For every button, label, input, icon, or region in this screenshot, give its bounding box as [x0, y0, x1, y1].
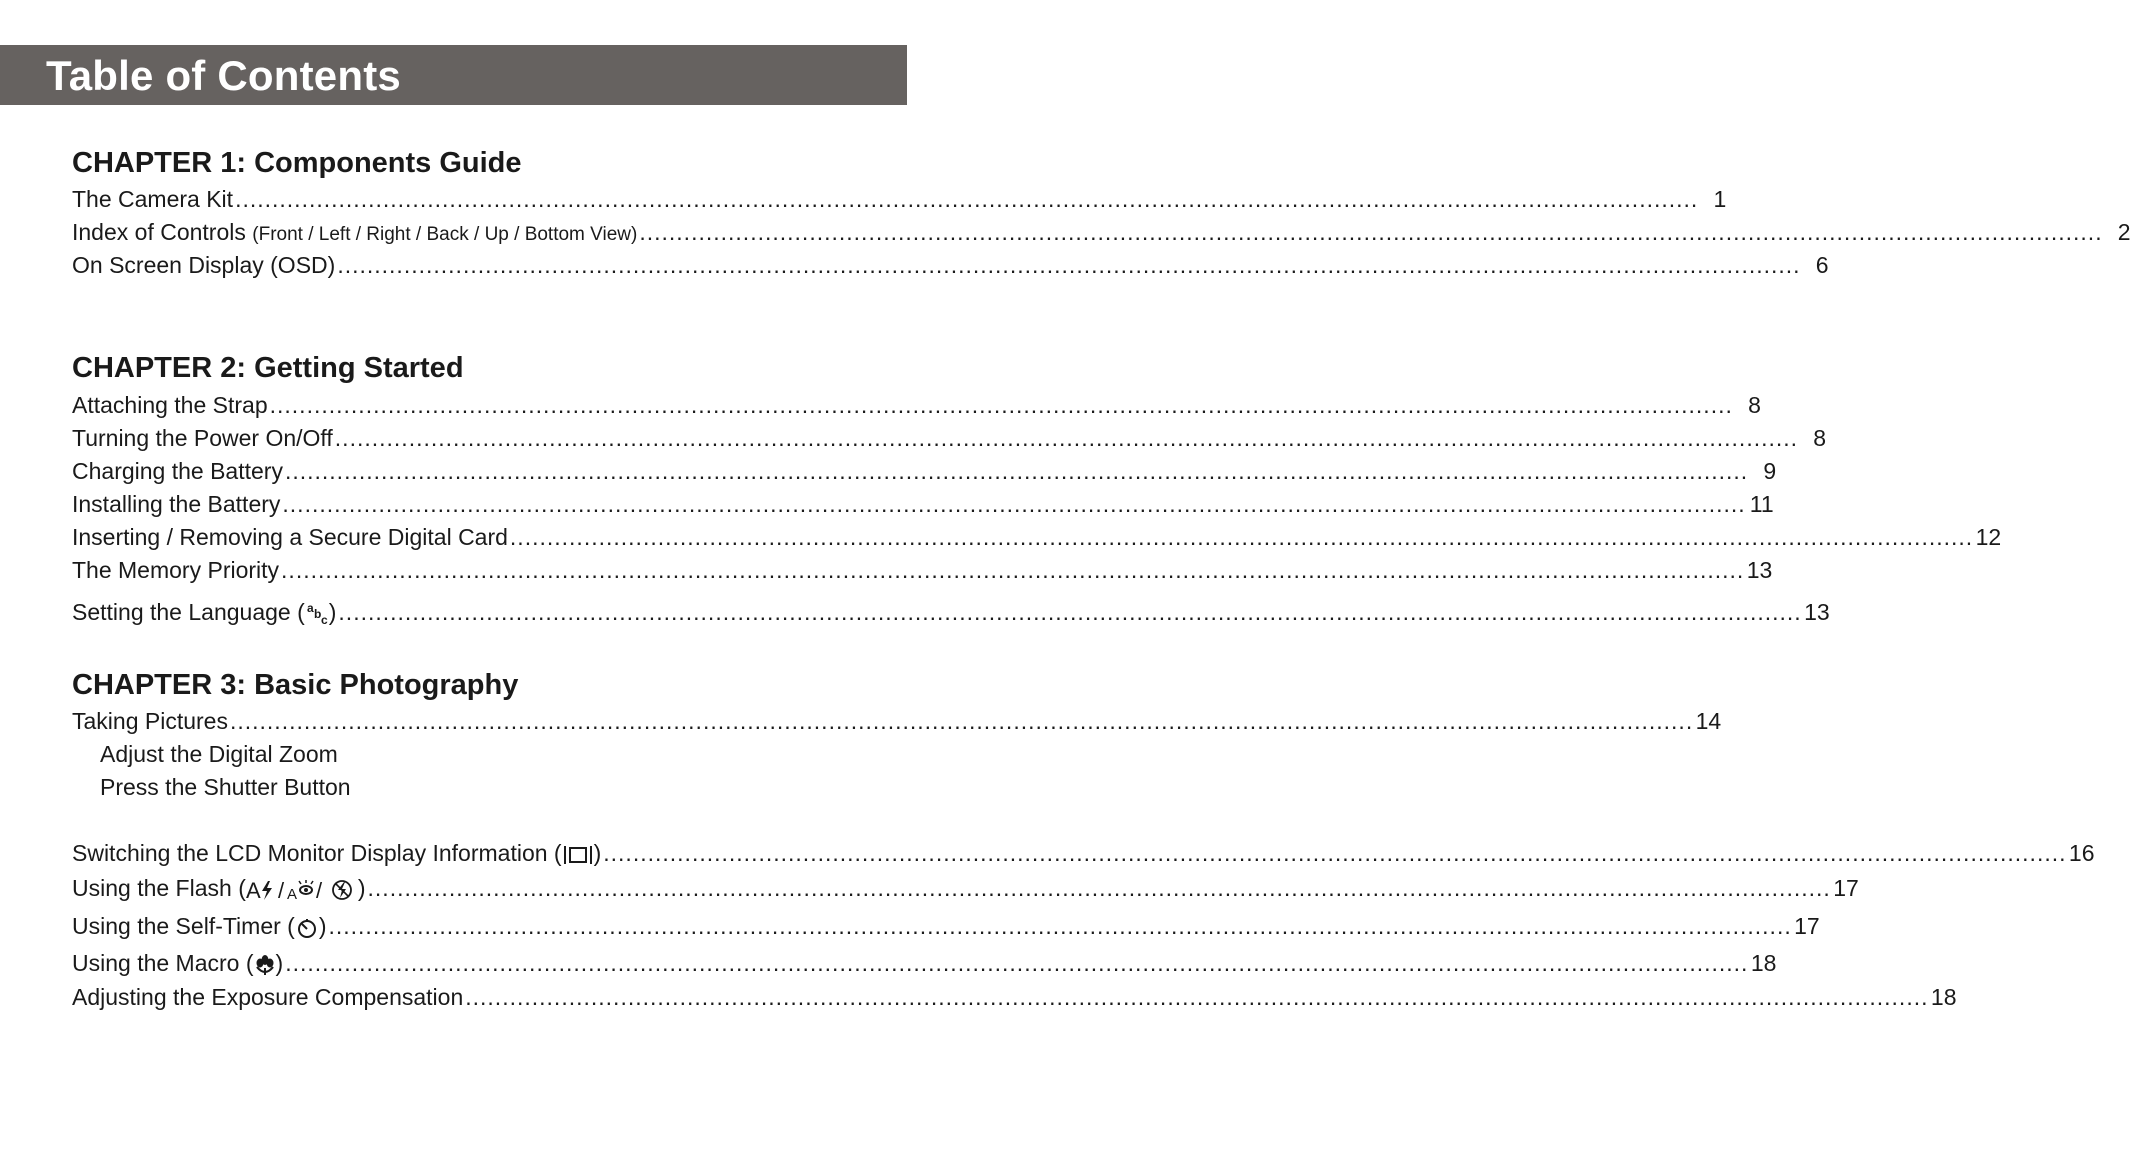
leader-dots: ...................................................................................................................................................................................................... — [328, 913, 1792, 939]
toc-entry-label: The Camera Kit — [72, 186, 234, 212]
leader-dots: ...................................................................................................................................................................................................... — [509, 524, 1974, 550]
leader-dots: ...................................................................................................................................................................................................... — [367, 875, 1831, 901]
chapter-2-heading: CHAPTER 2: Getting Started — [72, 352, 464, 384]
leader-dots: ...................................................................................................................................................................................................... — [281, 557, 1745, 583]
svg-text:/: / — [277, 877, 284, 903]
leader-dots: ...................................................................................................................................................................................................... — [269, 392, 1733, 418]
chapter-1-heading: CHAPTER 1: Components Guide — [72, 147, 522, 179]
svg-text:c: c — [320, 612, 328, 627]
toc-page-number: 11 — [1749, 491, 1774, 517]
toc-entry-label: Attaching the Strap — [72, 392, 268, 418]
toc-entry-exposure-compensation[interactable] — [72, 982, 1957, 1012]
leader-dots: ...................................................................................................................................................................................................... — [229, 708, 1694, 734]
toc-entry-label: Installing the Battery — [72, 491, 281, 517]
leader-dots: ...................................................................................................................................................................................................... — [284, 458, 1749, 484]
toc-entry-label: Inserting / Removing a Secure Digital Card — [72, 524, 508, 550]
svg-text:/: / — [315, 877, 322, 903]
leader-dots: ...................................................................................................................................................................................................... — [338, 599, 1802, 625]
toc-page-number: 17 — [1833, 875, 1859, 901]
svg-text:b: b — [313, 606, 322, 621]
toc-page-number: 17 — [1794, 913, 1820, 939]
self-timer-icon — [295, 916, 319, 940]
leader-dots: ...................................................................................................................................................................................................... — [235, 186, 1699, 212]
toc-page-number: 8 — [1748, 392, 1761, 418]
toc-page-number: 2 — [2117, 219, 2131, 245]
toc-entry-language[interactable] — [72, 597, 1830, 627]
display-toggle-icon — [562, 843, 594, 867]
toc-entry-camera-kit[interactable] — [72, 184, 1727, 214]
toc-entry-label: Index of Controls (Front / Left / Right / Back / Up / Bottom View) — [72, 219, 638, 245]
toc-entry-label: Adjusting the Exposure Compensation — [72, 984, 464, 1010]
svg-text:a: a — [306, 600, 314, 615]
chapter-3-heading: CHAPTER 3: Basic Photography — [72, 669, 519, 701]
leader-dots: ...................................................................................................................................................................................................... — [465, 984, 1929, 1010]
toc-entry-label: Using the Macro ( ) — [72, 950, 284, 976]
toc-entry-index-of-controls[interactable] — [72, 217, 2131, 247]
toc-sub-item-digital-zoom[interactable]: Adjust the Digital Zoom — [100, 741, 338, 767]
toc-page-number: 8 — [1813, 425, 1827, 451]
toc-sub-item-shutter-button[interactable]: Press the Shutter Button — [100, 774, 351, 800]
title-bar — [0, 45, 907, 105]
toc-entry-attaching-strap[interactable] — [72, 390, 1761, 420]
toc-entry-label: On Screen Display (OSD) — [72, 252, 336, 278]
toc-entry-label: The Memory Priority — [72, 557, 280, 583]
toc-page-number: 18 — [1750, 950, 1777, 976]
toc-entry-label: Switching the LCD Monitor Display Information ( ) — [72, 840, 602, 866]
toc-entry-installing-battery[interactable] — [72, 489, 1774, 519]
toc-page-number: 12 — [1975, 524, 2002, 550]
toc-entry-note: (Front / Left / Right / Back / Up / Bottom View) — [252, 224, 638, 245]
toc-entry-label: Setting the Language ( a b c ) — [72, 599, 337, 627]
toc-entry-sd-card[interactable] — [72, 522, 2002, 552]
leader-dots: ...................................................................................................................................................................................................... — [334, 425, 1799, 451]
toc-entry-osd[interactable] — [72, 250, 1829, 280]
leader-dots: ...................................................................................................................................................................................................... — [285, 950, 1749, 976]
toc-entry-taking-pictures[interactable] — [72, 706, 1722, 736]
toc-page-number: 16 — [2068, 840, 2095, 866]
toc-entry-label: Using the Flash ( A / A / ) — [72, 875, 366, 903]
leader-dots: ...................................................................................................................................................................................................... — [603, 840, 2067, 866]
toc-page-number: 13 — [1746, 557, 1773, 583]
toc-entry-memory-priority[interactable] — [72, 555, 1773, 585]
toc-page-number: 13 — [1804, 599, 1830, 625]
svg-text:A: A — [245, 877, 261, 903]
svg-text:A: A — [286, 885, 297, 903]
toc-entry-flash[interactable] — [72, 873, 1859, 903]
page-title: Table of Contents — [46, 52, 401, 99]
toc-entry-label: Taking Pictures — [72, 708, 228, 734]
toc-entry-power-on-off[interactable] — [72, 423, 1827, 453]
macro-flower-icon — [254, 953, 276, 977]
toc-page-number: 6 — [1815, 252, 1829, 278]
toc-entry-lcd-display-info[interactable] — [72, 838, 2095, 868]
toc-entry-self-timer[interactable] — [72, 911, 1820, 941]
language-abc-icon — [305, 601, 329, 627]
toc-entry-charging-battery[interactable] — [72, 456, 1777, 486]
toc-page-number: 14 — [1695, 708, 1722, 734]
flash-modes-icon — [246, 877, 358, 903]
toc-entry-macro[interactable] — [72, 948, 1777, 978]
toc-entry-label: Charging the Battery — [72, 458, 283, 484]
leader-dots: ...................................................................................................................................................................................................... — [639, 219, 2103, 245]
toc-page-number: 9 — [1763, 458, 1777, 484]
leader-dots: ...................................................................................................................................................................................................... — [282, 491, 1746, 517]
leader-dots: ...................................................................................................................................................................................................... — [337, 252, 1801, 278]
toc-entry-label: Turning the Power On/Off — [72, 425, 333, 451]
toc-page-number: 1 — [1713, 186, 1727, 212]
toc-page-number: 18 — [1930, 984, 1957, 1010]
toc-entry-label: Using the Self-Timer ( ) — [72, 913, 327, 939]
